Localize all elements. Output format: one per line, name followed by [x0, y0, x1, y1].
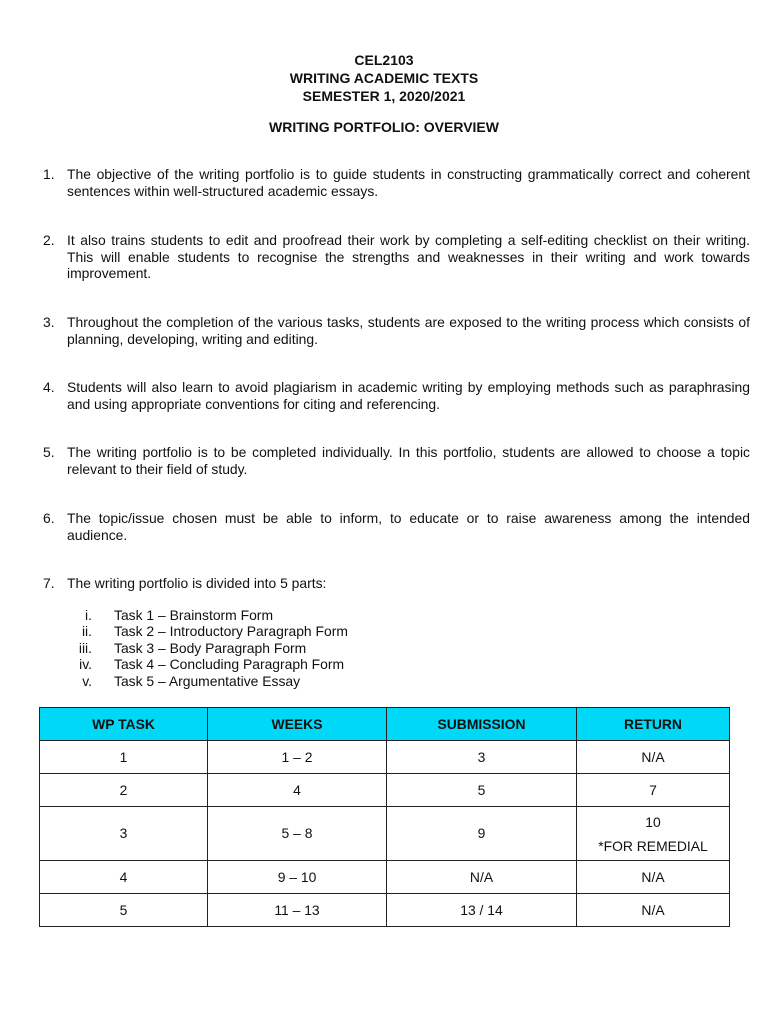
table-row	[40, 861, 730, 894]
item-text: Throughout the completion of the various tasks, students are exposed to the writing process which consists of planning, developing, writing and editing.	[67, 314, 750, 347]
course-code: CEL2103	[354, 52, 414, 68]
item-text: Task 1 – Brainstorm Form	[114, 607, 274, 623]
schedule-table	[39, 707, 730, 927]
item-number: 1.	[43, 166, 55, 182]
list-item	[80, 656, 348, 672]
parts-list	[80, 607, 348, 689]
cell-return: N/A	[577, 741, 730, 774]
item-number: 2.	[43, 232, 55, 248]
cell-submission: 9	[387, 807, 577, 861]
page-title: WRITING PORTFOLIO: OVERVIEW	[269, 119, 499, 135]
cell-task: 4	[40, 861, 208, 894]
cell-return: N/A	[577, 861, 730, 894]
list-item	[40, 379, 750, 412]
column-header-weeks: WEEKS	[208, 708, 387, 741]
cell-weeks: 5 – 8	[208, 807, 387, 861]
cell-submission: 3	[387, 741, 577, 774]
list-item	[80, 673, 348, 689]
cell-return: 7	[577, 774, 730, 807]
item-number: iv.	[79, 656, 92, 673]
item-number: 4.	[43, 379, 55, 395]
list-item	[40, 232, 750, 282]
list-item	[80, 640, 348, 656]
cell-weeks: 9 – 10	[208, 861, 387, 894]
item-text: The writing portfolio is to be completed individually. In this portfolio, students are allowed to choose a topic relevant to their field of study.	[67, 444, 750, 477]
item-text: Task 2 – Introductory Paragraph Form	[114, 623, 348, 640]
table-row	[40, 741, 730, 774]
cell-return	[577, 807, 730, 861]
list-item	[40, 444, 750, 477]
table-row	[40, 774, 730, 807]
semester: SEMESTER 1, 2020/2021	[302, 88, 466, 104]
item-text: Students will also learn to avoid plagiarism in academic writing by employing methods such as paraphrasing and using appropriate conventions for citing and referencing.	[67, 379, 750, 412]
cell-submission: 5	[387, 774, 577, 807]
list-item	[80, 607, 348, 623]
item-text: Task 3 – Body Paragraph Form	[114, 639, 307, 656]
cell-weeks: 4	[208, 774, 387, 807]
item-text: The writing portfolio is divided into 5 parts:	[67, 575, 327, 591]
return-week: 10	[645, 813, 661, 830]
cell-task: 2	[40, 774, 208, 807]
cell-weeks: 11 – 13	[208, 894, 387, 927]
table-header-row	[40, 708, 730, 741]
cell-task: 3	[40, 807, 208, 861]
item-number: iii.	[78, 639, 92, 656]
item-number: 3.	[43, 314, 55, 330]
item-text: The objective of the writing portfolio is to guide students in constructing grammatically correct and coherent sentences within well-structured academic essays.	[67, 166, 750, 199]
table-row	[40, 807, 730, 861]
item-text: It also trains students to edit and proofread their work by completing a self-editing checklist on their writing. This will enable students to recognise the strengths and weaknesses in their writing and work towards improvement.	[67, 232, 750, 281]
cell-task: 5	[40, 894, 208, 927]
item-number: 7.	[43, 575, 55, 591]
item-number: i.	[85, 607, 92, 623]
list-item	[40, 510, 750, 543]
cell-task: 1	[40, 741, 208, 774]
item-number: 6.	[43, 510, 55, 526]
list-item	[40, 314, 750, 347]
table-row	[40, 894, 730, 927]
cell-submission: 13 / 14	[387, 894, 577, 927]
item-text: Task 5 – Argumentative Essay	[114, 672, 301, 689]
item-text: Task 4 – Concluding Paragraph Form	[114, 656, 345, 673]
item-number: v.	[82, 672, 92, 689]
item-number: 5.	[43, 444, 55, 460]
list-item	[40, 575, 750, 592]
cell-weeks: 1 – 2	[208, 741, 387, 774]
document-header	[0, 51, 768, 105]
remedial-note: *FOR REMEDIAL	[598, 837, 708, 854]
column-header-submission: SUBMISSION	[387, 708, 577, 741]
column-header-return: RETURN	[577, 708, 730, 741]
course-title: WRITING ACADEMIC TEXTS	[289, 70, 479, 86]
cell-return: N/A	[577, 894, 730, 927]
list-item	[40, 166, 750, 199]
list-item	[80, 623, 348, 639]
item-text: The topic/issue chosen must be able to inform, to educate or to raise awareness among the intended audience.	[67, 510, 750, 543]
cell-submission: N/A	[387, 861, 577, 894]
column-header-wp-task: WP TASK	[40, 708, 208, 741]
item-number: ii.	[81, 623, 92, 640]
